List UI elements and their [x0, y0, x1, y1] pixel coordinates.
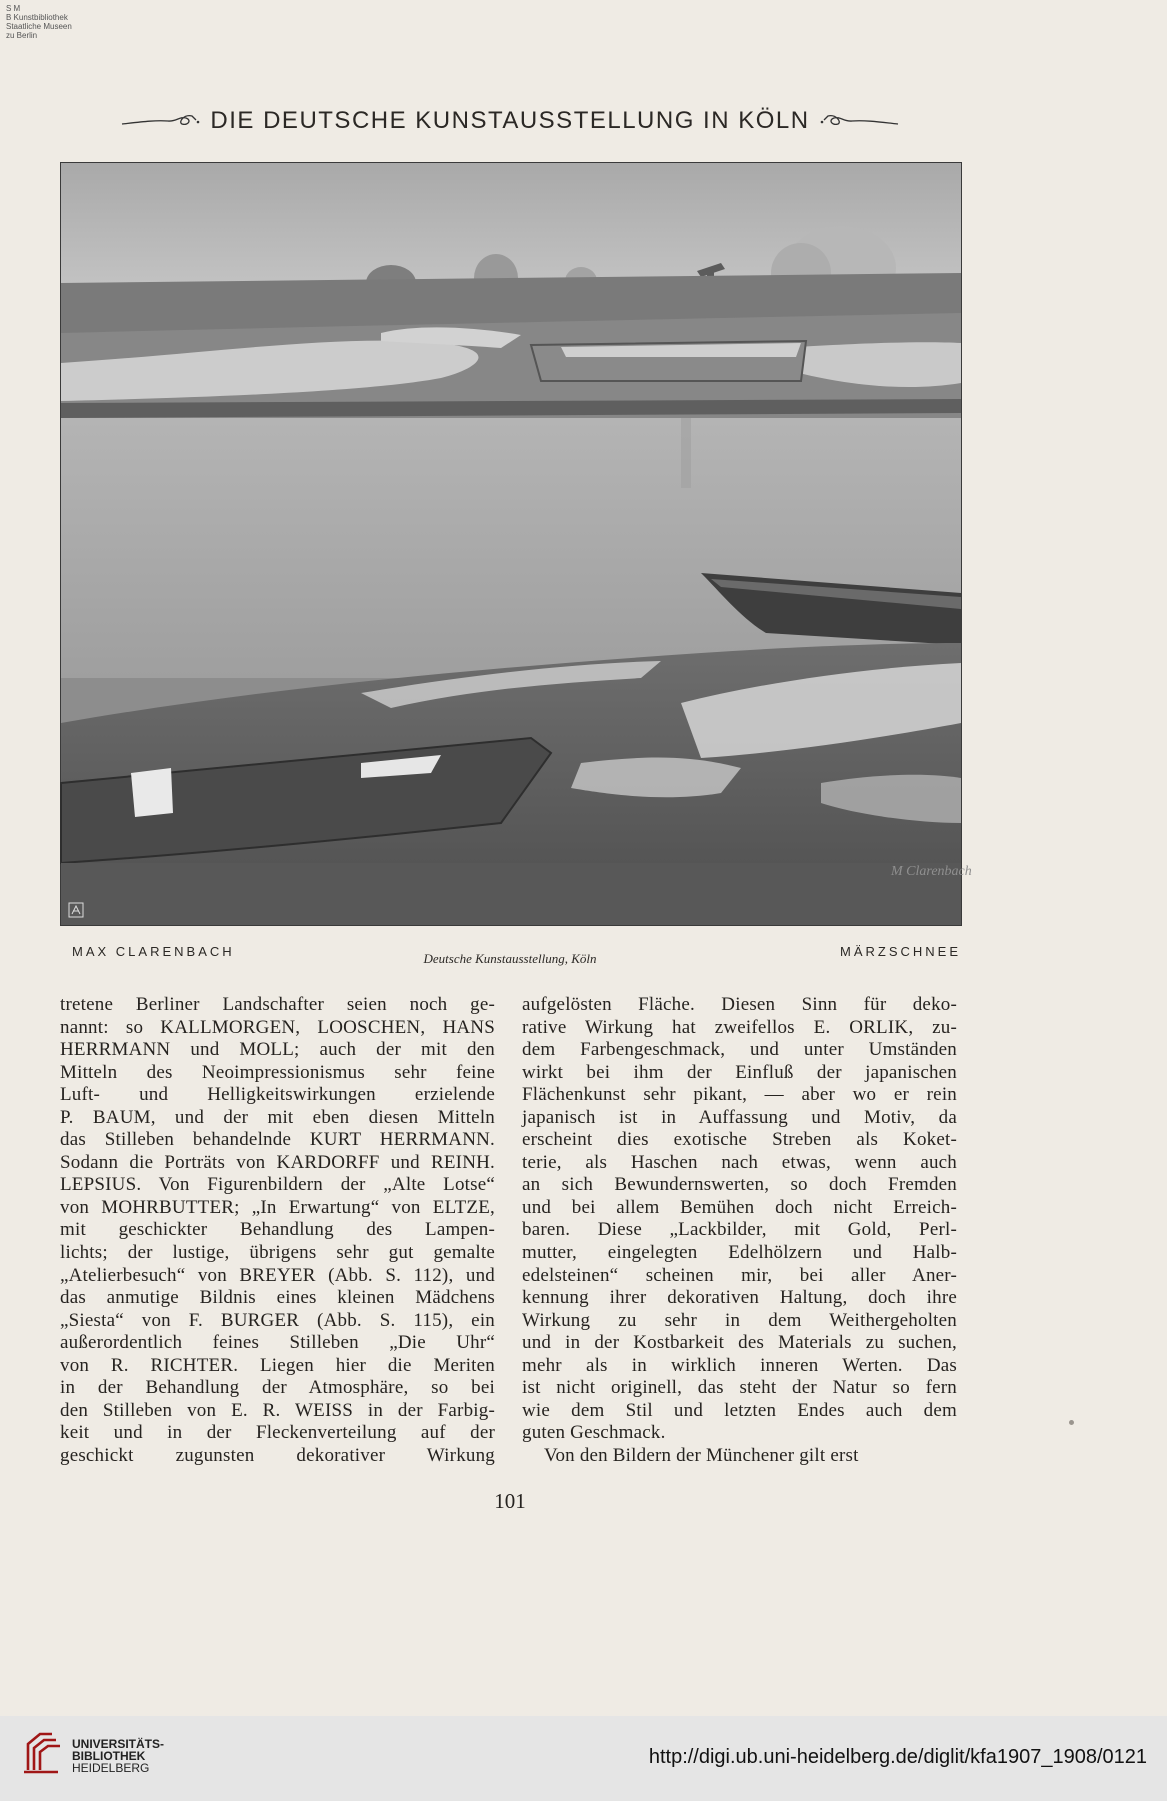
library-stamp: [6, 4, 72, 40]
footer-url-link[interactable]: http://digi.ub.uni-heidelberg.de/diglit/kfa1907_1908/0121: [648, 1746, 1147, 1768]
text-line: lichts; der lustige, übrigens sehr gut gemalte: [60, 1242, 495, 1264]
page-number: 101: [494, 1489, 526, 1513]
text-line: dem Farbengeschmack, und unter Umständen: [522, 1039, 957, 1061]
running-title: DIE DEUTSCHE KUNSTAUSSTELLUNG IN KÖLN: [210, 107, 810, 134]
text-line: Wirkung zu sehr in dem Weithergeholten: [522, 1309, 957, 1331]
stamp-line: zu Berlin: [6, 31, 38, 40]
footer-bar: [0, 1716, 1167, 1801]
library-name-line: UNIVERSITÄTS-: [72, 1737, 165, 1751]
text-line: außerordentlich feines Stilleben „Die Uhr“: [60, 1332, 495, 1354]
text-line: keit und in der Fleckenverteilung auf der: [60, 1422, 495, 1444]
text-line: Sodann die Porträts von KARDORFF und REINH.: [60, 1151, 495, 1173]
text-line: den Stilleben von E. R. WEISS in der Farbig-: [60, 1399, 495, 1421]
text-line: „Siesta“ von F. BURGER (Abb. S. 115), ein: [60, 1309, 495, 1331]
paper-speck: [1069, 1420, 1074, 1425]
text-line: erscheint dies exotische Streben als Koket-: [522, 1129, 957, 1151]
text-line: an sich Bewundernswerten, so doch Fremden: [522, 1174, 957, 1196]
text-line: Flächenkunst sehr pikant, — aber wo er rein: [522, 1084, 957, 1106]
text-line: Mitteln des Neoimpressionismus sehr feine: [60, 1061, 495, 1083]
text-line: Von den Bildern der Münchener gilt erst: [544, 1444, 859, 1466]
library-name-line: BIBLIOTHEK: [72, 1749, 146, 1763]
text-line: in der Behandlung der Atmosphäre, so bei: [60, 1377, 495, 1399]
stamp-line: B Kunstbibliothek: [6, 13, 68, 22]
text-line: guten Geschmack.: [522, 1422, 666, 1444]
stamp-line: S M: [6, 4, 21, 13]
text-line: baren. Diese „Lackbilder, mit Gold, Perl-: [522, 1219, 957, 1241]
painting-illustration: [61, 163, 972, 925]
text-line: tretene Berliner Landschafter seien noch ge-: [60, 994, 495, 1015]
text-line: und in der Kostbarkeit des Materials zu suchen,: [522, 1332, 957, 1354]
text-line: rative Wirkung hat zweifellos E. ORLIK, zu-: [522, 1016, 957, 1038]
text-line: ist nicht originell, das steht der Natur so fern: [522, 1377, 957, 1399]
caption-source: Deutsche Kunstausstellung, Köln: [423, 951, 597, 966]
text-line: das Stilleben behandelnde KURT HERRMANN.: [60, 1129, 495, 1151]
text-column-left: [60, 994, 495, 1467]
footer-library-name: [72, 1738, 164, 1774]
library-name-line: HEIDELBERG: [72, 1761, 150, 1775]
text-line: geschickt zugunsten dekorativer Wirkung: [60, 1444, 495, 1466]
text-line: nannt: so KALLMORGEN, LOOSCHEN, HANS: [60, 1016, 495, 1038]
text-line: P. BAUM, und der mit eben diesen Mitteln: [60, 1106, 495, 1128]
text-line: LEPSIUS. Von Figurenbildern der „Alte Lotse“: [60, 1174, 495, 1196]
text-line: von MOHRBUTTER; „In Erwartung“ von ELTZE,: [60, 1196, 495, 1218]
stamp-line: Staatliche Museen: [6, 22, 72, 31]
text-line: „Atelierbesuch“ von BREYER (Abb. S. 112), und: [60, 1264, 495, 1286]
text-line: und bei allem Bemühen doch nicht Erreich-: [522, 1196, 957, 1218]
caption-title: MÄRZSCHNEE: [839, 944, 961, 959]
text-column-right: [522, 994, 957, 1467]
text-line: HERRMANN und MOLL; auch der mit den: [60, 1039, 495, 1061]
text-line: von R. RICHTER. Liegen hier die Meriten: [60, 1354, 495, 1376]
text-line: kennung ihrer dekorativen Haltung, doch ihre: [522, 1287, 957, 1309]
text-line: mehr als in wirklich inneren Werten. Das: [522, 1354, 957, 1376]
right-ornament-icon: [820, 110, 900, 132]
running-head: [120, 104, 900, 138]
text-line: Luft- und Helligkeitswirkungen erzielende: [60, 1084, 495, 1106]
text-line: edelsteinen“ scheinen mir, bei aller Aner-: [522, 1264, 957, 1286]
left-ornament-icon: [120, 110, 200, 132]
text-line: aufgelösten Fläche. Diesen Sinn für deko-: [522, 994, 957, 1015]
painting-signature: M Clarenbach: [891, 864, 972, 879]
text-line: mit geschickter Behandlung des Lampen-: [60, 1219, 495, 1241]
text-line: das anmutige Bildnis eines kleinen Mädchens: [60, 1287, 495, 1309]
university-library-logo-icon: [22, 1730, 62, 1776]
painting-marzschnee: [60, 162, 972, 926]
text-line: mutter, eingelegten Edelhölzern und Halb-: [522, 1242, 957, 1264]
text-line: japanisch ist in Auffassung und Motiv, da: [522, 1106, 957, 1128]
text-line: wie dem Stil und letzten Endes auch dem: [522, 1399, 957, 1421]
caption-artist: MAX CLARENBACH: [72, 944, 235, 959]
text-line: wirkt bei ihm der Einfluß der japanischen: [522, 1061, 957, 1083]
text-line: terie, als Haschen nach etwas, wenn auch: [522, 1151, 957, 1173]
